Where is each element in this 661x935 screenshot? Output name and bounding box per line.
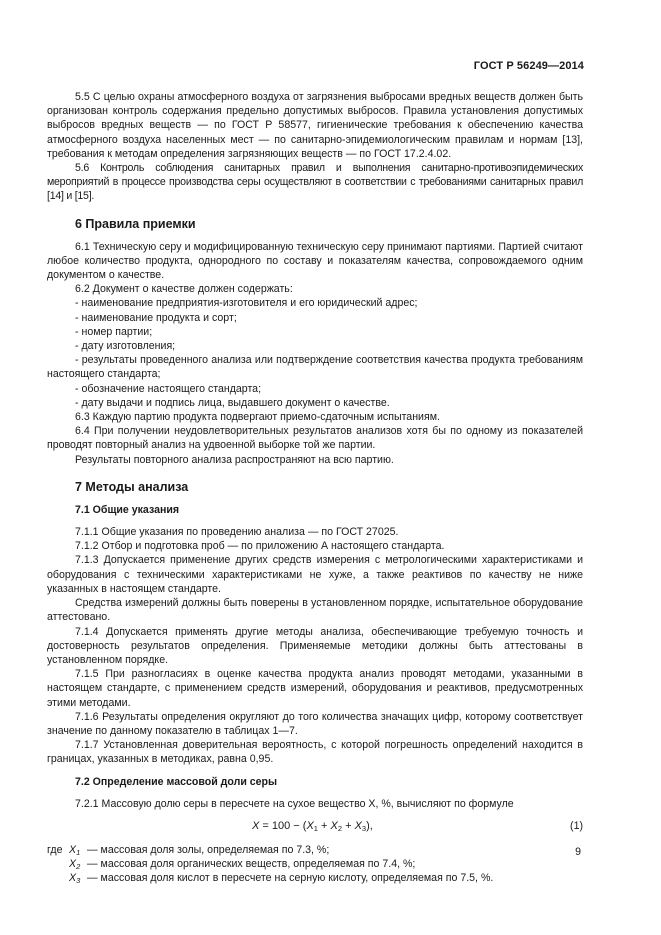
where-label: где xyxy=(47,843,63,856)
formula-expression: $X = 100 - (X_1 + X_2 + X_3)$, xyxy=(252,819,373,833)
where-line-1: где $X_1$ — массовая доля золы, определяемая по 7.3, %; xyxy=(47,843,330,857)
section-7-heading: 7 Методы анализа xyxy=(75,479,189,494)
paragraph-7-1-1: 7.1.1 Общие указания по проведению анализа — по ГОСТ 27025. xyxy=(75,526,399,539)
paragraph-7-1-5: 7.1.5 При разногласиях в оценке качества продукта анализ проводят методами, указанными в настоящем стандарте, с применением средств измерений, оборудования и реактивов, предусмотренных этими методами. xyxy=(47,668,583,709)
section-6-heading: 6 Правила приемки xyxy=(75,216,196,231)
where-line-2: $X_2$ — массовая доля органических веществ, определяемая по 7.4, %; xyxy=(69,858,416,872)
list-item: - наименование продукта и сорт; xyxy=(75,311,237,324)
paragraph-7-2-1: 7.2.1 Массовую долю серы в пересчете на сухое вещество X, %, вычисляют по формуле xyxy=(75,797,514,810)
where-line-3: $X_3$ — массовая доля кислот в пересчете на серную кислоту, определяемая по 7.5, %. xyxy=(69,872,494,886)
paragraph-6-3: 6.3 Каждую партию продукта подвергают приемо-сдаточным испытаниям. xyxy=(75,411,440,424)
list-item: - обозначение настоящего стандарта; xyxy=(75,382,262,395)
document-header: ГОСТ Р 56249—2014 xyxy=(473,60,584,72)
where-text: — массовая доля органических веществ, определяемая по 7.4, %; xyxy=(87,858,416,871)
where-text: — массовая доля кислот в пересчете на серную кислоту, определяемая по 7.5, %. xyxy=(87,872,494,885)
list-item: - номер партии; xyxy=(75,325,153,338)
list-item: - дату изготовления; xyxy=(75,340,176,353)
list-item: - наименование предприятия-изготовителя и его юридический адрес; xyxy=(75,297,418,310)
list-item: - результаты проведенного анализа или подтверждение соответствия качества продукта требованиям настоящего стандарта; xyxy=(47,354,583,381)
page-number: 9 xyxy=(575,846,581,858)
formula-number: (1) xyxy=(570,819,583,832)
page-content xyxy=(47,90,583,886)
paragraph-7-1-3-continued: Средства измерений должны быть поверены в установленном порядке, испытательное оборудование аттестовано. xyxy=(47,597,583,624)
where-text: — массовая доля золы, определяемая по 7.3, %; xyxy=(87,843,330,856)
paragraph-6-4-continued: Результаты повторного анализа распространяют на всю партию. xyxy=(75,453,394,466)
formula-1 xyxy=(47,817,583,837)
paragraph-7-1-7: 7.1.7 Установленная доверительная вероятность, с которой погрешность определений находится в границах, указанных в методиках, равна 0,95. xyxy=(47,739,583,766)
paragraph-7-1-6: 7.1.6 Результаты определения округляют до того количества значащих цифр, которому соответствует значение по данному показателю в таблицах 1—7. xyxy=(47,710,583,737)
paragraph-5-5: 5.5 С целью охраны атмосферного воздуха от загрязнения выбросами вредных веществ должен быть организован контроль содержания предельно допустимых выбросов. Правила установления допустимых выбросов вредных веществ — по ГОСТ Р 58577, гигиенические требования к обеспечению качества атмосферного воздуха населенных мест — по санитарно-эпидемиологическим правилам и нормам [13], требования к методам определения загрязняющих веществ — по ГОСТ 17.2.4.02. xyxy=(47,91,583,160)
paragraph-7-1-2: 7.1.2 Отбор и подготовка проб — по приложению А настоящего стандарта. xyxy=(75,540,445,553)
paragraph-6-2: 6.2 Документ о качестве должен содержать: xyxy=(75,283,293,296)
paragraph-7-1-3: 7.1.3 Допускается применение других средств измерения с метрологическими характеристиками и оборудования с техническими характеристиками не хуже, а также реактивов по качеству не ниже указанных в настоящем стандарте. xyxy=(47,554,583,595)
list-item: - дату выдачи и подпись лица, выдавшего документ о качестве. xyxy=(75,396,390,409)
paragraph-5-6: 5.6 Контроль соблюдения санитарных правил и выполнения санитарно-противоэпидемических мероприятий в процессе производства серы осуществляют в соответствии с требованиями санитарных правил [14] и [15]. xyxy=(47,162,583,203)
subsection-7-1-heading: 7.1 Общие указания xyxy=(75,503,180,516)
subsection-7-2-heading: 7.2 Определение массовой доли серы xyxy=(75,775,278,788)
paragraph-6-1: 6.1 Техническую серу и модифицированную техническую серу принимают партиями. Партией считают любое количество продукта, однородного по составу и показателям качества, сопровождаемого одним документом о качестве. xyxy=(47,240,583,282)
paragraph-6-4: 6.4 При получении неудовлетворительных результатов анализов хотя бы по одному из показателей проводят повторный анализ на удвоенной выборке той же партии. xyxy=(47,425,583,452)
paragraph-7-1-4: 7.1.4 Допускается применять другие методы анализа, обеспечивающие требуемую точность и достоверность результатов определения. Применяемые методики должны быть аттестованы в установленном порядке. xyxy=(47,625,583,666)
